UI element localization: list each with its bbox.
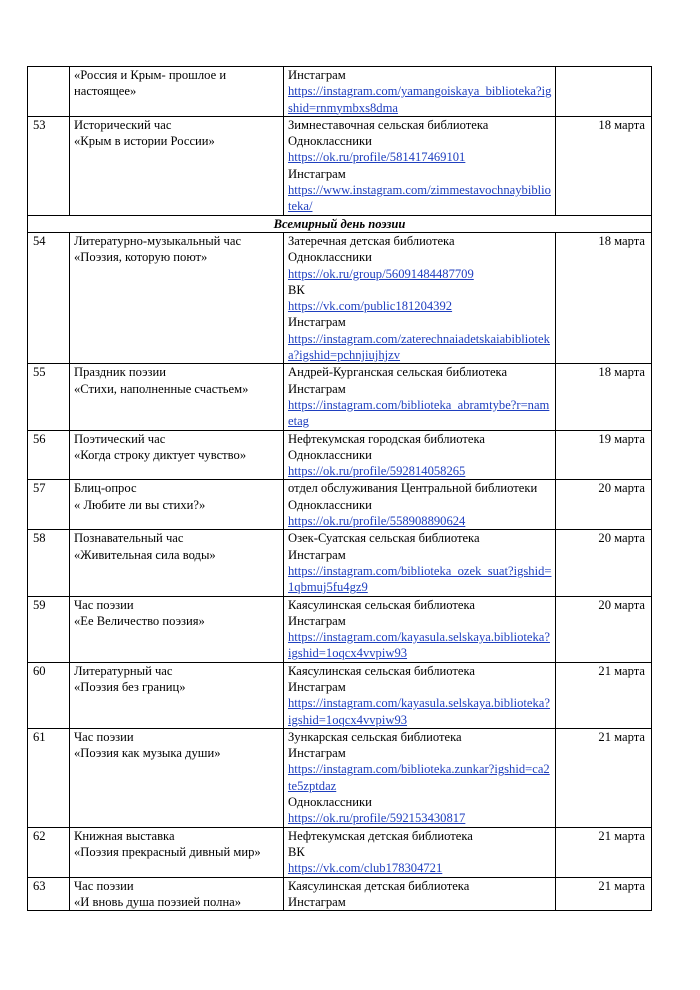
section-title: Всемирный день поэзии [28,215,652,232]
event-date: 20 марта [556,480,652,530]
event-cell [70,364,284,430]
row-number: 60 [28,662,70,728]
event-text: «Живительная сила воды» [74,547,216,562]
row-number [28,67,70,117]
event-date: 20 марта [556,530,652,596]
venue-text: Каясулинская детская библиотека [288,878,470,893]
table-row [28,430,652,480]
venue-link[interactable]: https://ok.ru/profile/558908890624 [288,514,466,529]
table-row [28,877,652,911]
venue-text: Одноклассники [288,250,372,265]
event-text: настоящее» [74,84,137,99]
venue-link[interactable]: https://ok.ru/profile/592153430817 [288,811,466,826]
event-cell [70,530,284,596]
venue-text: Зимнеставочная сельская библиотека [288,117,489,132]
venue-link[interactable]: https://instagram.com/zaterechnaiadetskaiabiblioteka?igshid=pchnjiujhjzv [288,331,550,363]
event-cell [70,728,284,827]
event-text: Познавательный час [74,531,184,546]
venue-link[interactable]: https://instagram.com/biblioteka_ozek_suat?igshid=1qbmuj5fu4gz9 [288,563,552,595]
venue-text: Зункарская сельская библиотека [288,729,462,744]
venue-text: Одноклассники [288,795,372,810]
venue-text: Инстаграм [288,613,346,628]
venue-text: Нефтекумская городская библиотека [288,431,486,446]
row-number: 57 [28,480,70,530]
event-date: 21 марта [556,728,652,827]
event-date: 21 марта [556,877,652,911]
venue-cell [284,596,556,662]
event-text: Час поэзии [74,597,134,612]
venue-text: ВК [288,844,305,859]
venue-text: Озек-Суатская сельская библиотека [288,531,480,546]
venue-link[interactable]: https://www.instagram.com/zimmestavochnaybiblioteka/ [288,183,551,214]
venue-link[interactable]: https://instagram.com/biblioteka_abramtybe?r=nametag [288,397,550,429]
venue-cell [284,430,556,480]
venue-link[interactable]: https://instagram.com/biblioteka.zunkar?igshid=ca2te5zptdaz [288,762,550,793]
event-text: «Поэзия, которую поют» [74,250,208,265]
event-text: Праздник поэзии [74,365,166,380]
section-header-body [28,215,652,232]
event-text: «Поэзия как музыка души» [74,746,221,761]
venue-text: Затеречная детская библиотека [288,233,455,248]
venue-text: Одноклассники [288,497,372,512]
venue-text: Одноклассники [288,447,372,462]
table-row [28,530,652,596]
row-number: 61 [28,728,70,827]
event-cell [70,662,284,728]
venue-text: Каясулинская сельская библиотека [288,597,476,612]
venue-link[interactable]: https://ok.ru/group/56091484487709 [288,266,474,281]
event-text: «Поэзия без границ» [74,679,186,694]
event-text: «И вновь душа поэзией полна» [74,894,242,909]
event-cell [70,232,284,363]
event-date: 20 марта [556,596,652,662]
venue-link[interactable]: https://vk.com/club178304721 [288,861,443,876]
table-row [28,728,652,827]
event-text: Поэтический час [74,431,166,446]
table-row [28,116,652,215]
event-cell [70,877,284,911]
venue-cell [284,662,556,728]
event-date [556,67,652,117]
venue-text: Инстаграм [288,315,346,330]
row-number: 62 [28,827,70,877]
event-text: « Любите ли вы стихи?» [74,497,206,512]
venue-text: Одноклассники [288,134,372,149]
table-row [28,232,652,363]
venue-cell [284,877,556,911]
event-text: Литературно-музыкальный час [74,233,242,248]
venue-text: Инстаграм [288,679,346,694]
venue-text: Каясулинская сельская библиотека [288,663,476,678]
event-text: Литературный час [74,663,173,678]
venue-cell [284,728,556,827]
event-date: 19 марта [556,430,652,480]
event-date: 21 марта [556,827,652,877]
venue-text: Андрей-Курганская сельская библиотека [288,365,508,380]
table-row [28,67,652,117]
venue-link[interactable]: https://instagram.com/kayasula.selskaya.biblioteka?igshid=1oqcx4vvpiw93 [288,696,550,727]
event-cell [70,116,284,215]
row-number: 63 [28,877,70,911]
event-text: Исторический час [74,117,172,132]
events-table [27,66,652,911]
venue-cell [284,530,556,596]
venue-text: Инстаграм [288,746,346,761]
event-date: 18 марта [556,364,652,430]
venue-text: Инстаграм [288,894,346,909]
venue-cell [284,67,556,117]
row-number: 53 [28,116,70,215]
section-header-row [28,215,652,232]
venue-cell [284,480,556,530]
event-text: «Поэзия прекрасный дивный мир» [74,844,261,859]
event-cell [70,430,284,480]
venue-cell [284,364,556,430]
venue-link[interactable]: https://vk.com/public181204392 [288,299,453,314]
event-text: Час поэзии [74,878,134,893]
event-text: «Ее Величество поэзия» [74,613,205,628]
event-text: «Стихи, наполненные счастьем» [74,381,249,396]
table-row [28,364,652,430]
event-cell [70,827,284,877]
event-text: «Когда строку диктует чувство» [74,447,247,462]
venue-cell [284,116,556,215]
event-text: «Россия и Крым- прошлое и [74,68,227,82]
event-text: Блиц-опрос [74,481,137,496]
venue-cell [284,232,556,363]
row-number: 54 [28,232,70,363]
venue-text: Инстаграм [288,68,346,82]
row-number: 59 [28,596,70,662]
venue-cell [284,827,556,877]
venue-link[interactable]: https://instagram.com/yamangoiskaya_biblioteka?igshid=rnmymbxs8dma [288,84,552,115]
event-date: 18 марта [556,232,652,363]
row-number: 58 [28,530,70,596]
venue-text: отдел обслуживания Центральной библиотеки [288,481,538,496]
venue-text: ВК [288,282,305,297]
table-row [28,480,652,530]
table-row [28,662,652,728]
venue-text: Инстаграм [288,166,346,181]
table-row [28,827,652,877]
venue-text: Инстаграм [288,547,346,562]
venue-link[interactable]: https://ok.ru/profile/592814058265 [288,464,466,479]
venue-link[interactable]: https://instagram.com/kayasula.selskaya.biblioteka?igshid=1oqcx4vvpiw93 [288,630,550,661]
table-body-top [28,67,652,216]
event-text: Час поэзии [74,729,134,744]
event-date: 18 марта [556,116,652,215]
event-date: 21 марта [556,662,652,728]
event-text: «Крым в истории России» [74,134,215,149]
row-number: 56 [28,430,70,480]
table-body-bottom [28,232,652,910]
event-cell [70,596,284,662]
event-cell [70,480,284,530]
table-row [28,596,652,662]
venue-text: Инстаграм [288,381,346,396]
venue-link[interactable]: https://ok.ru/profile/581417469101 [288,150,466,165]
event-cell [70,67,284,117]
event-text: Книжная выставка [74,828,175,843]
row-number: 55 [28,364,70,430]
venue-text: Нефтекумская детская библиотека [288,828,473,843]
